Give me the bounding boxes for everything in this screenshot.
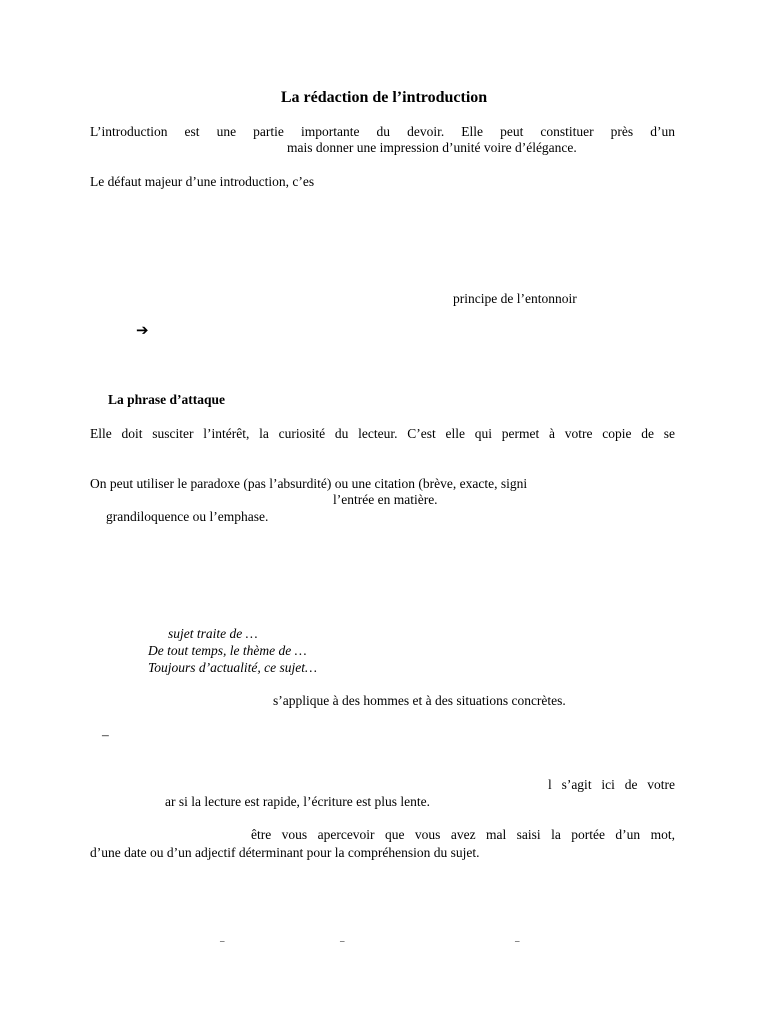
paradoxe-paragraph-line: grandiloquence ou l’emphase. — [106, 509, 269, 524]
votre-line: l s’agit ici de votre — [548, 777, 675, 792]
lecture-line: ar si la lecture est rapide, l’écriture est plus lente. — [165, 794, 431, 809]
dash-marker: – — [515, 936, 520, 946]
dash-marker: – — [102, 727, 109, 742]
paradoxe-paragraph-line: l’entrée en matière. — [333, 492, 438, 507]
page-title: La rédaction de l’introduction — [280, 89, 488, 106]
attaque-paragraph-line: Elle doit susciter l’intérêt, la curiosité du lecteur. C’est elle qui permet à votre copie de se — [90, 426, 675, 441]
example-phrase: sujet traite de … — [168, 626, 258, 641]
entonnoir-text: principe de l’entonnoir — [453, 291, 577, 306]
dash-marker: – — [220, 936, 225, 946]
example-phrase: De tout temps, le thème de … — [148, 643, 307, 658]
etre-paragraph-line: être vous apercevoir que vous avez mal saisi la portée d’un mot, — [251, 827, 675, 842]
etre-paragraph-line: d’une date ou d’un adjectif déterminant pour la compréhension du sujet. — [90, 845, 480, 860]
section-heading-attaque: La phrase d’attaque — [108, 392, 226, 407]
intro-paragraph-line: L’introduction est une partie importante du devoir. Elle peut constituer près d’un — [90, 124, 675, 139]
example-phrase: Toujours d’actualité, ce sujet… — [148, 660, 317, 675]
intro-paragraph-line: mais donner une impression d’unité voire d’élégance. — [287, 140, 577, 155]
paradoxe-paragraph-line: On peut utiliser le paradoxe (pas l’absurdité) ou une citation (brève, exacte, signi — [90, 476, 528, 491]
dash-marker: – — [340, 936, 345, 946]
concretes-sentence: s’applique à des hommes et à des situations concrètes. — [273, 693, 566, 708]
right-arrow-icon: ➔ — [136, 321, 149, 339]
defaut-sentence: Le défaut majeur d’une introduction, c’es — [90, 174, 315, 189]
